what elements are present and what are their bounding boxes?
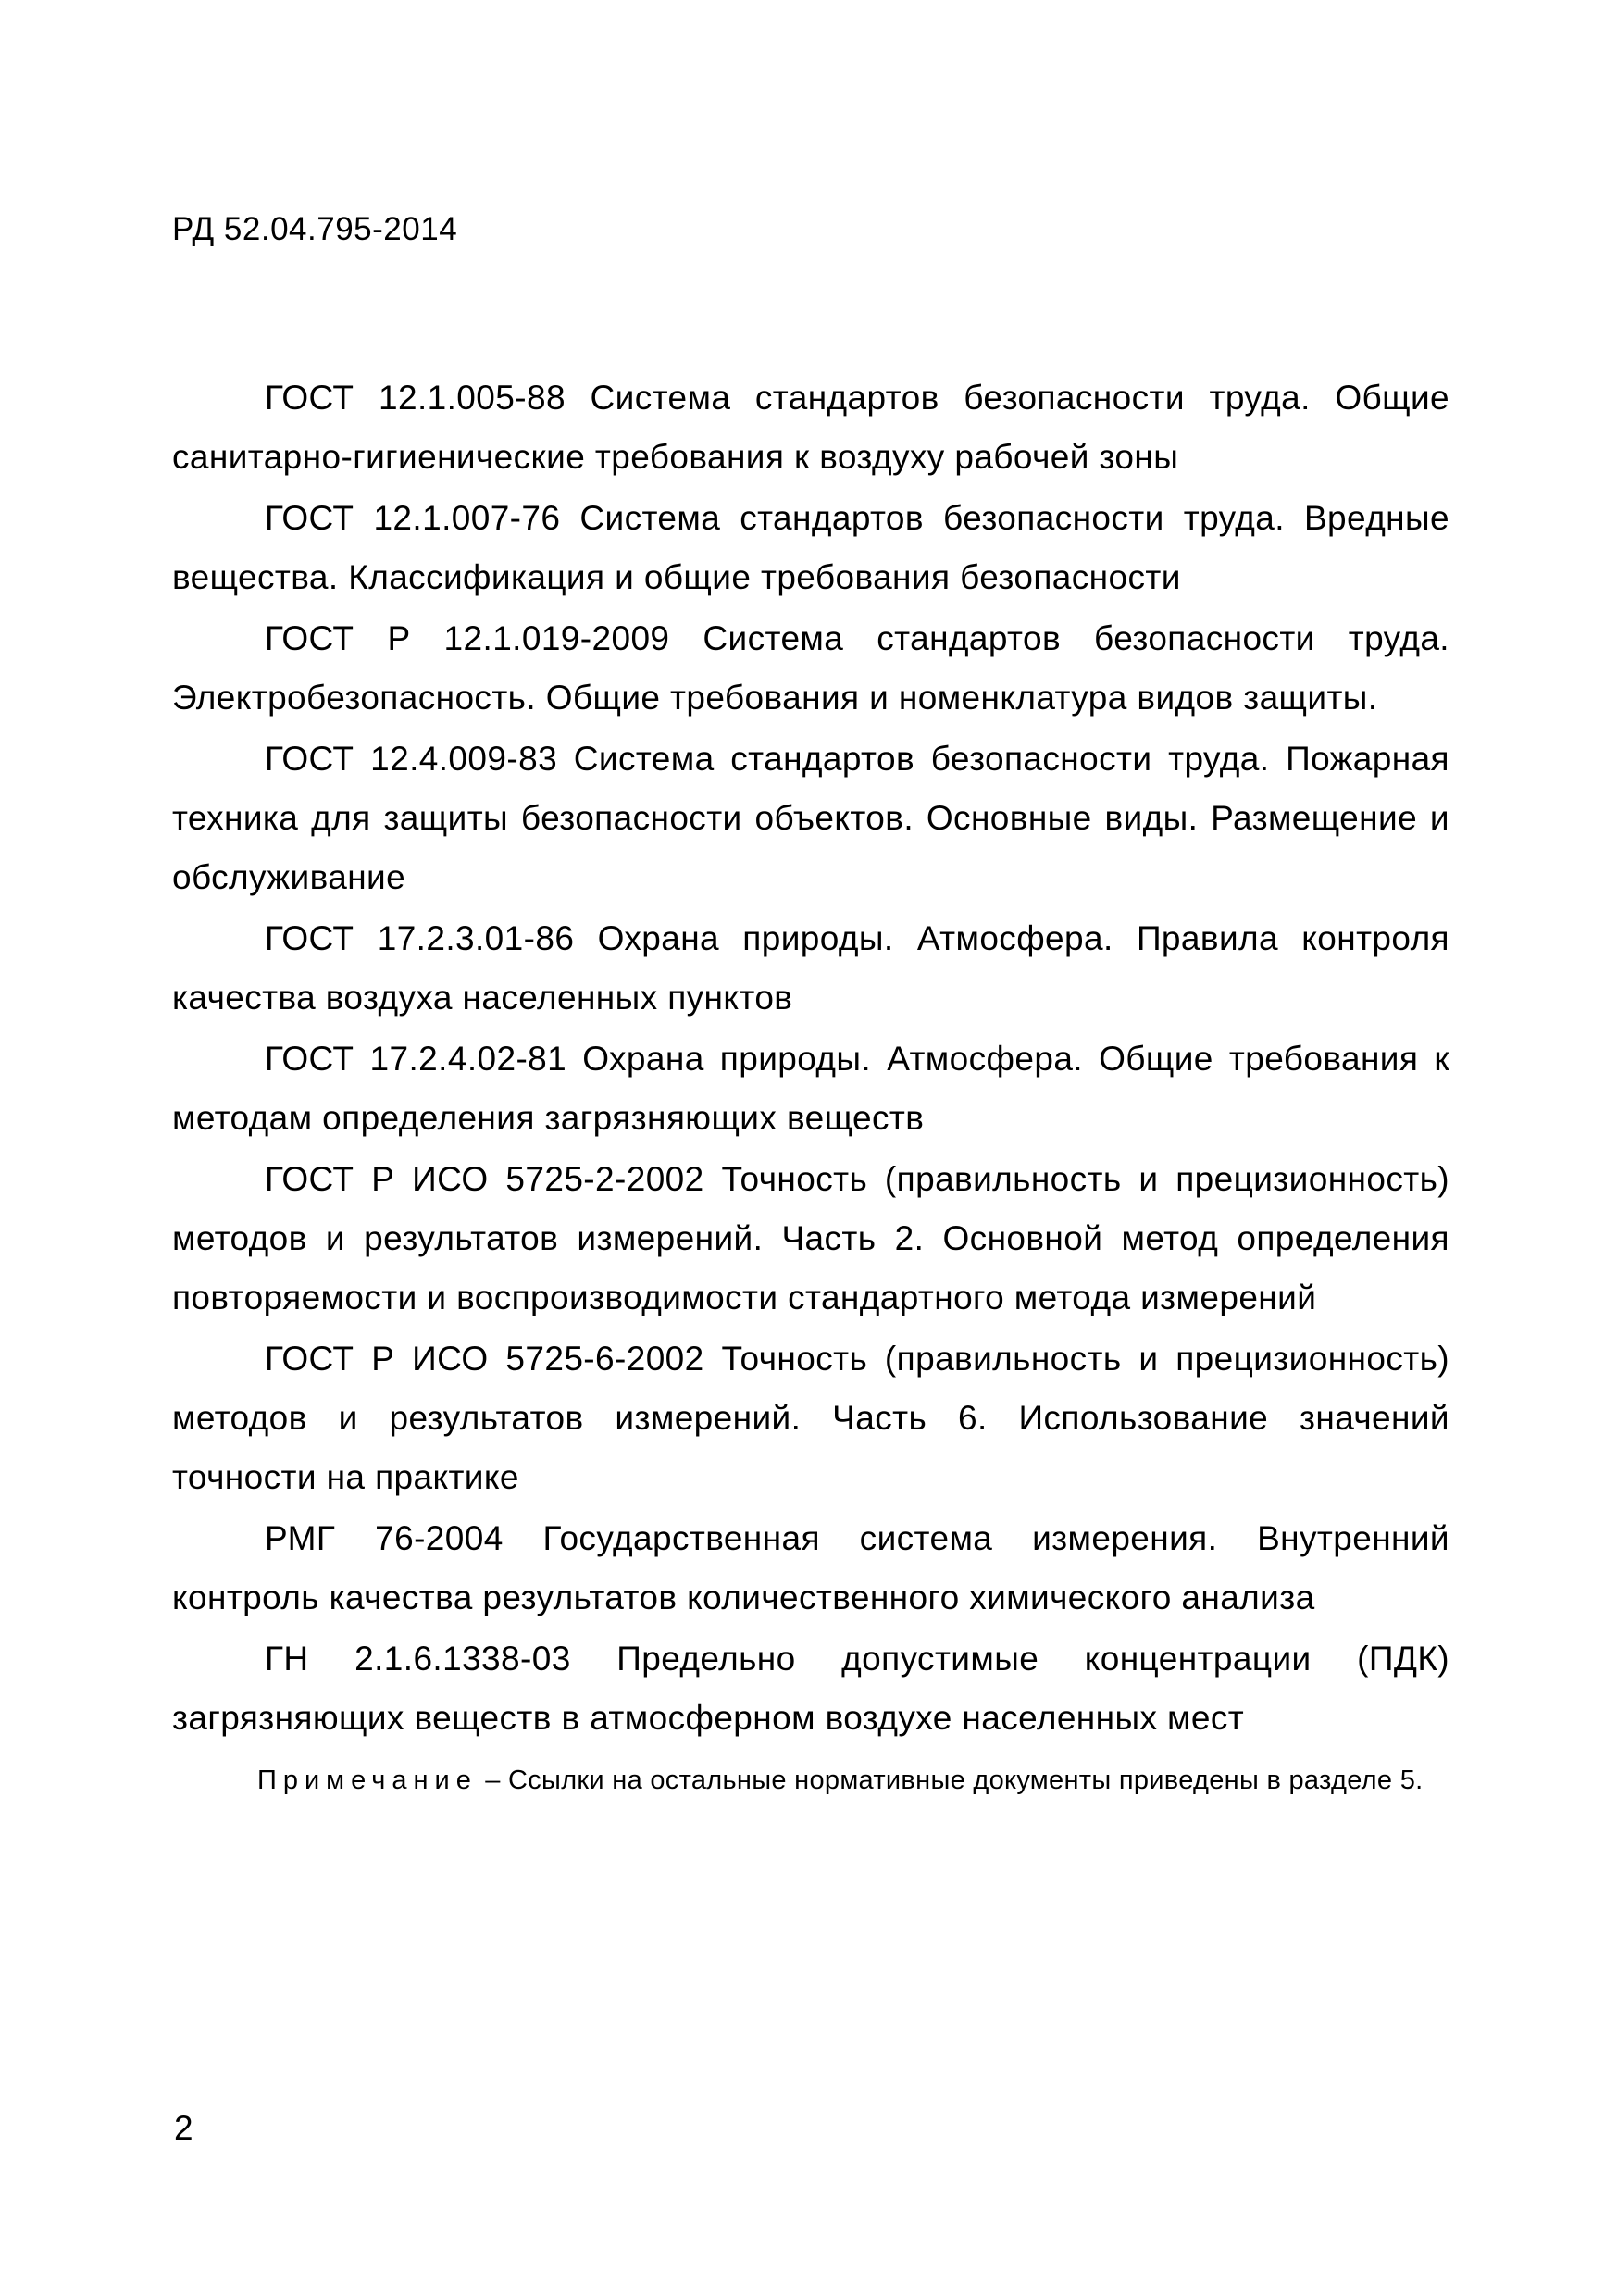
reference-entry: ГОСТ 12.1.007-76 Система стандартов безопасности труда. Вредные вещества. Классификация и общие требования безопасности	[172, 499, 1449, 596]
reference-entry: ГОСТ 12.4.009-83 Система стандартов безопасности труда. Пожарная техника для защиты безопасности объектов. Основные виды. Размещение и обслуживание	[172, 740, 1449, 896]
references-list	[172, 368, 1449, 1834]
reference-entry: ГОСТ Р 12.1.019-2009 Система стандартов безопасности труда. Электробезопасность. Общие требования и номенклатура видов защиты.	[172, 619, 1449, 717]
reference-entry: ГОСТ 17.2.4.02-81 Охрана природы. Атмосфера. Общие требования к методам определения загрязняющих веществ	[172, 1040, 1449, 1137]
reference-entry: РМГ 76-2004 Государственная система измерения. Внутренний контроль качества результатов количественного химического анализа	[172, 1519, 1449, 1616]
note-text: – Ссылки на остальные нормативные документы приведены в разделе 5.	[477, 1766, 1424, 1795]
page-number: 2	[174, 2109, 193, 2147]
note-label: Примечание	[257, 1766, 478, 1795]
reference-entry: ГОСТ 17.2.3.01-86 Охрана природы. Атмосфера. Правила контроля качества воздуха населенных пунктов	[172, 919, 1449, 1017]
reference-entry: ГОСТ Р ИСО 5725-2-2002 Точность (правильность и прецизионность) методов и результатов измерений. Часть 2. Основной метод определения повторяемости и воспроизводимости стандартного метода измерений	[172, 1160, 1449, 1316]
document-code-header: РД 52.04.795-2014	[172, 211, 458, 247]
reference-entry: ГОСТ Р ИСО 5725-6-2002 Точность (правильность и прецизионность) методов и результатов измерений. Часть 6. Использование значений точности на практике	[172, 1340, 1449, 1496]
reference-entry: ГН 2.1.6.1338-03 Предельно допустимые концентрации (ПДК) загрязняющих веществ в атмосферном воздухе населенных мест	[172, 1640, 1449, 1737]
note-paragraph	[172, 1753, 1449, 1807]
reference-entry: ГОСТ 12.1.005-88 Система стандартов безопасности труда. Общие санитарно-гигиенические требования к воздуху рабочей зоны	[172, 379, 1449, 476]
